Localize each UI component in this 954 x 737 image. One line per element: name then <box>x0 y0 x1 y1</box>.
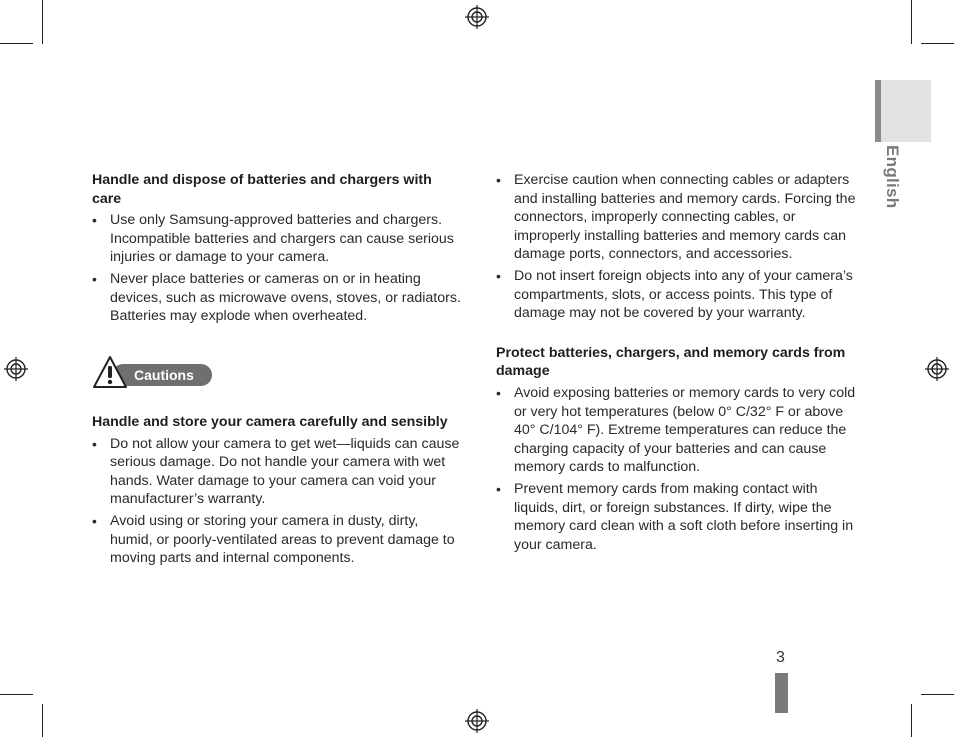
section-heading: Protect batteries, chargers, and memory cards from damage <box>496 344 846 380</box>
bullet-list <box>92 435 464 568</box>
section-heading: Handle and store your camera carefully and sensibly <box>92 414 448 430</box>
cautions-badge <box>92 355 214 389</box>
page-number-bar <box>775 673 788 713</box>
battery-disposal-section <box>92 171 464 326</box>
crop-mark <box>0 694 33 695</box>
bullet-list <box>496 384 858 554</box>
bullet-list <box>496 171 858 323</box>
crop-mark <box>42 704 43 737</box>
crop-mark <box>0 43 33 44</box>
camera-handling-section <box>92 413 464 568</box>
list-item: • Do not insert foreign objects into any of your camera’s compartments, slots, or access points. This type of damage may not be covered by your warranty. <box>496 267 858 323</box>
list-item: • Exercise caution when connecting cables or adapters and installing batteries and memory cards. Forcing the connectors, improperly connecting cables, or improperly installing batteries and memory cards can damage ports, connectors, and accessories. <box>496 171 858 264</box>
left-column <box>92 171 464 329</box>
warning-triangle-icon <box>92 355 128 389</box>
memory-card-protection-section <box>496 344 858 555</box>
language-tab-bar <box>875 80 881 142</box>
list-item: • Prevent memory cards from making contact with liquids, dirt, or foreign substances. If dirty, wipe the memory card clean with a soft cloth before inserting in your camera. <box>496 480 858 554</box>
list-item: • Never place batteries or cameras on or in heating devices, such as microwave ovens, stoves, or radiators. Batteries may explode when overheated. <box>92 270 464 326</box>
page-number: 3 <box>776 649 785 666</box>
crop-mark <box>42 0 43 44</box>
list-item: • Avoid exposing batteries or memory cards to very cold or very hot temperatures (below 0° C/32° F or above 40° C/104° F). Extreme temperatures can reduce the charging capacity of your batteries and can cause memory cards to malfunction. <box>496 384 858 477</box>
crop-mark <box>911 704 912 737</box>
language-label: English <box>883 145 902 209</box>
right-column <box>496 171 858 557</box>
registration-mark-icon <box>925 357 949 381</box>
left-column-lower <box>92 413 464 571</box>
list-item: • Do not allow your camera to get wet—liquids can cause serious damage. Do not handle your camera with wet hands. Water damage to your camera can void your manufacturer’s warranty. <box>92 435 464 509</box>
crop-mark <box>921 694 954 695</box>
list-item: • Avoid using or storing your camera in dusty, dirty, humid, or poorly-ventilated areas to prevent damage to moving parts and internal components. <box>92 512 464 568</box>
registration-mark-icon <box>465 709 489 733</box>
bullet-list <box>92 211 464 326</box>
connection-caution-section <box>496 171 858 323</box>
section-heading: Handle and dispose of batteries and chargers with care <box>92 172 432 207</box>
cautions-label: Cautions <box>134 367 194 383</box>
crop-mark <box>921 43 954 44</box>
registration-mark-icon <box>4 357 28 381</box>
language-tab <box>875 80 931 142</box>
list-item: • Use only Samsung-approved batteries and chargers. Incompatible batteries and chargers can cause serious injuries or damage to your camera. <box>92 211 464 267</box>
crop-mark <box>911 0 912 44</box>
registration-mark-icon <box>465 5 489 29</box>
